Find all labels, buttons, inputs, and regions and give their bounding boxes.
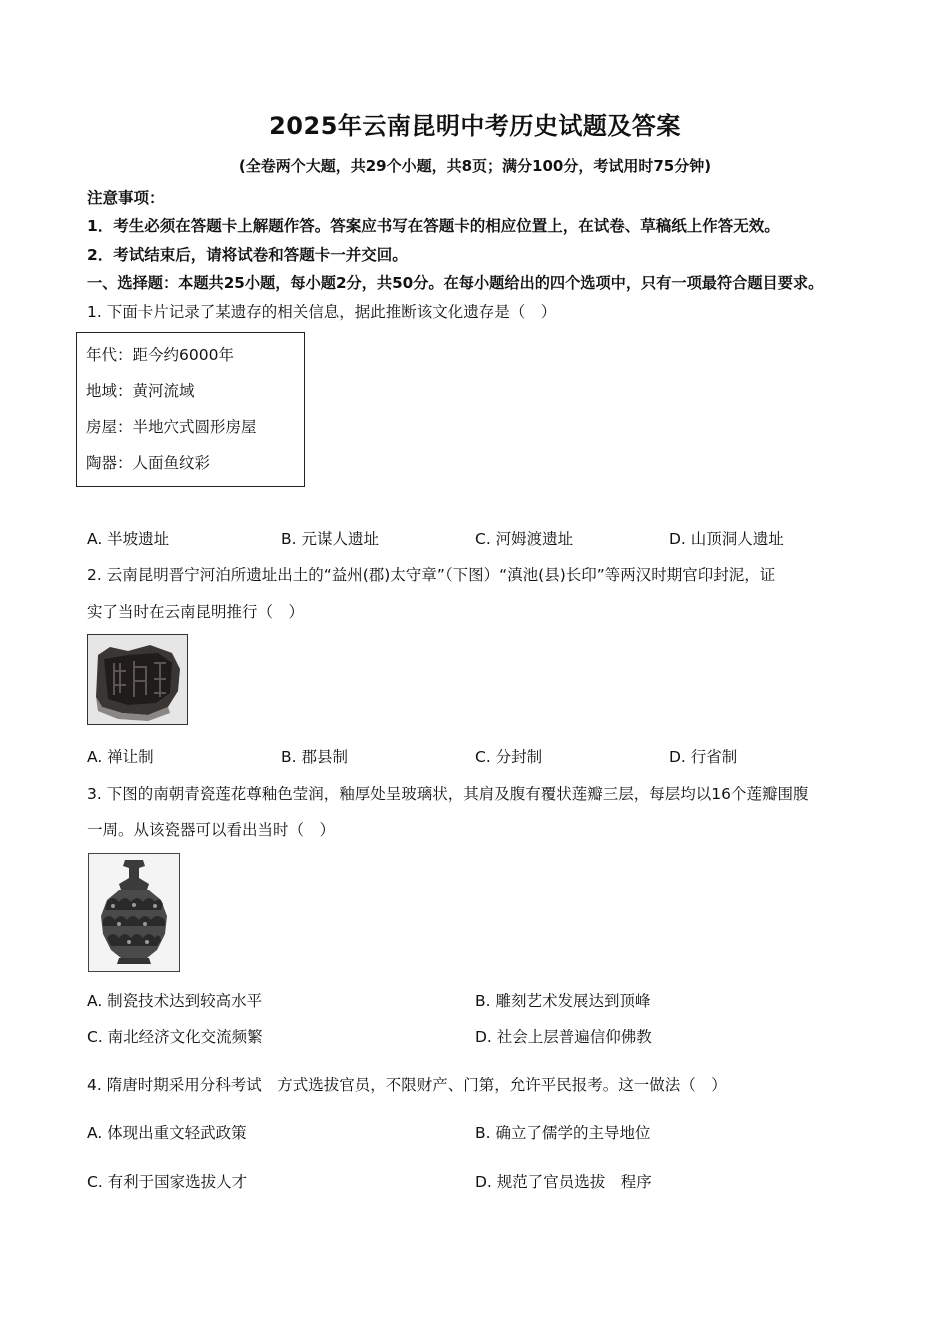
option-b: B. 确立了儒学的主导地位 [475,1124,651,1142]
page-title: 2025年云南昆明中考历史试题及答案 [269,112,681,140]
option-d: D. 社会上层普遍信仰佛教 [475,1028,652,1046]
card-line: 陶器：人面鱼纹彩 [86,454,211,472]
option-a: A. 制瓷技术达到较高水平 [87,992,263,1010]
question-3-stem: 3. 下图的南朝青瓷莲花尊釉色莹润，釉厚处呈玻璃状，其肩及腹有覆状莲瓣三层，每层均以16个莲瓣围腹 [87,785,809,803]
notice-item: 2．考试结束后，请将试卷和答题卡一并交回。 [87,246,408,264]
question-1-stem: 1. 下面卡片记录了某遗存的相关信息，据此推断该文化遗存是（ ） [87,303,557,321]
option-a: A. 禅让制 [87,748,154,766]
option-c: C. 分封制 [475,748,543,766]
option-c: C. 有利于国家选拔人才 [87,1173,248,1191]
option-a: A. 半坡遗址 [87,530,170,548]
question-4-stem: 4. 隋唐时期采用分科考试 方式选拔官员，不限财产、门第，允许平民报考。这一做法（ ） [87,1076,727,1094]
option-b: B. 雕刻艺术发展达到顶峰 [475,992,651,1010]
option-b: B. 郡县制 [281,748,348,766]
seal-clay-image [87,634,188,725]
exam-info: (全卷两个大题，共29个小题，共8页；满分100分，考试用时75分钟) [238,157,712,175]
notice-heading: 注意事项： [87,189,165,207]
option-a: A. 体现出重文轻武政策 [87,1124,247,1142]
option-d: D. 行省制 [669,748,738,766]
card-line: 房屋：半地穴式圆形房屋 [86,418,257,436]
question-3-stem-cont: 一周。从该瓷器可以看出当时（ ） [87,821,336,839]
option-d: D. 山顶洞人遗址 [669,530,784,548]
option-d: D. 规范了官员选拔 程序 [475,1173,652,1191]
section-heading: 一、选择题：本题共25小题，每小题2分，共50分。在每小题给出的四个选项中，只有一项最符合题目要求。 [87,274,824,292]
notice-item: 1．考生必须在答题卡上解题作答。答案应书写在答题卡的相应位置上，在试卷、草稿纸上作答无效。 [87,217,780,235]
option-c: C. 南北经济文化交流频繁 [87,1028,263,1046]
option-b: B. 元谋人遗址 [281,530,379,548]
card-line: 年代：距今约6000年 [86,346,234,364]
question-2-stem-cont: 实了当时在云南昆明推行（ ） [87,603,305,621]
info-card [76,332,305,487]
lotus-vase-image [88,853,180,972]
card-line: 地域：黄河流域 [86,382,195,400]
option-c: C. 河姆渡遗址 [475,530,574,548]
question-2-stem: 2. 云南昆明晋宁河泊所遗址出土的“益州(郡)太守章”（下图）“滇池(县)长印”等两汉时期官印封泥，证 [87,566,776,584]
